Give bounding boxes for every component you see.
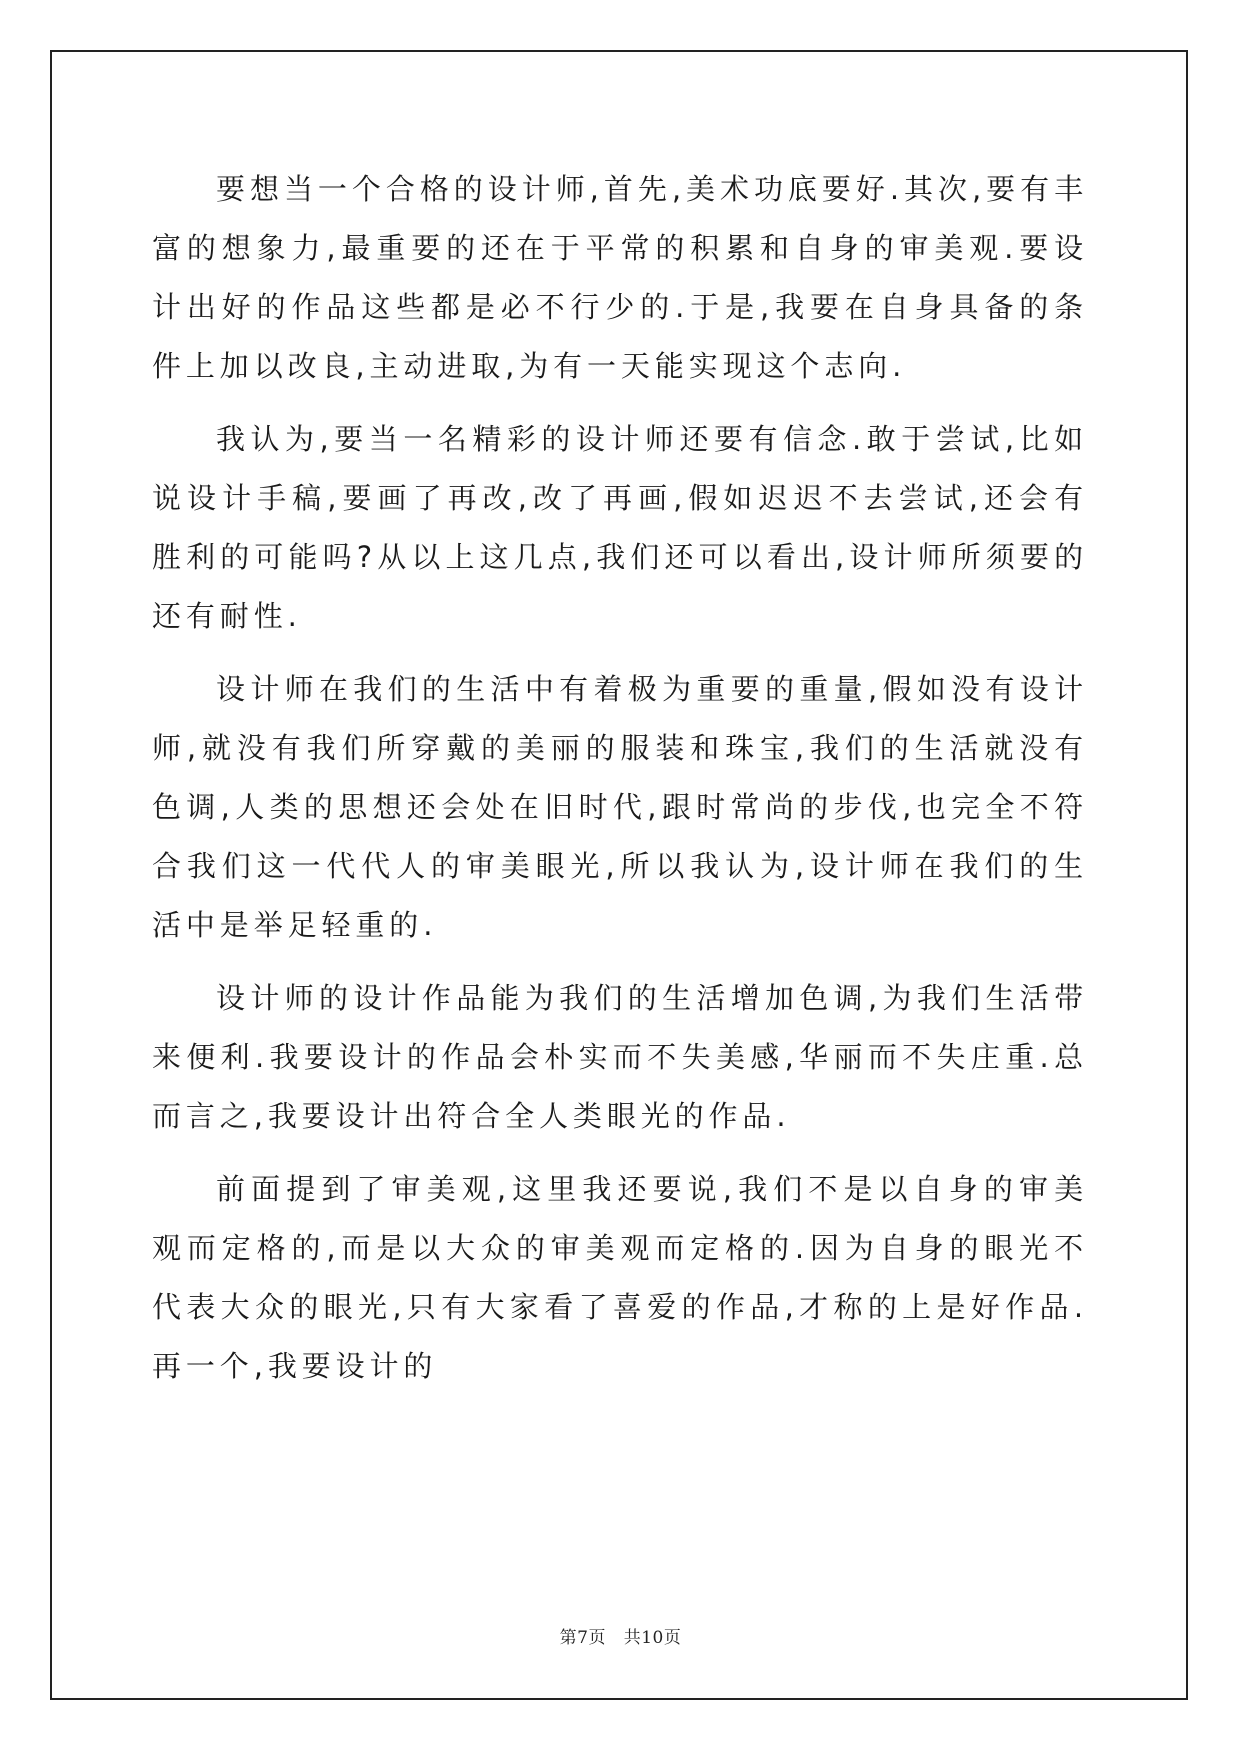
paragraph-5: 前面提到了审美观,这里我还要说,我们不是以自身的审美观而定格的,而是以大众的审美观而定格的.因为自身的眼光不代表大众的眼光,只有大家看了喜爱的作品,才称的上是好作品.再一个,我要设计的 bbox=[152, 1172, 1088, 1383]
document-body bbox=[152, 160, 1088, 1396]
page-total: 共10页 bbox=[623, 1628, 682, 1648]
paragraph-4: 设计师的设计作品能为我们的生活增加色调,为我们生活带来便利.我要设计的作品会朴实而不失美感,华丽而不失庄重.总而言之,我要设计出符合全人类眼光的作品. bbox=[152, 981, 1088, 1133]
paragraph-3: 设计师在我们的生活中有着极为重要的重量,假如没有设计师,就没有我们所穿戴的美丽的服装和珠宝,我们的生活就没有色调,人类的思想还会处在旧时代,跟时常尚的步伐,也完全不符合我们这一代代人的审美眼光,所以我认为,设计师在我们的生活中是举足轻重的. bbox=[152, 672, 1088, 942]
page-footer bbox=[0, 1623, 1241, 1648]
paragraph-2: 我认为,要当一名精彩的设计师还要有信念.敢于尝试,比如说设计手稿,要画了再改,改了再画,假如迟迟不去尝试,还会有胜利的可能吗?从以上这几点,我们还可以看出,设计师所须要的还有耐性. bbox=[152, 422, 1088, 633]
paragraph-1: 要想当一个合格的设计师,首先,美术功底要好.其次,要有丰富的想象力,最重要的还在于平常的积累和自身的审美观.要设计出好的作品这些都是必不行少的.于是,我要在自身具备的条件上加以改良,主动进取,为有一天能实现这个志向. bbox=[152, 172, 1088, 383]
page-number: 第7页 bbox=[559, 1628, 606, 1648]
footer-separator bbox=[606, 1628, 624, 1648]
